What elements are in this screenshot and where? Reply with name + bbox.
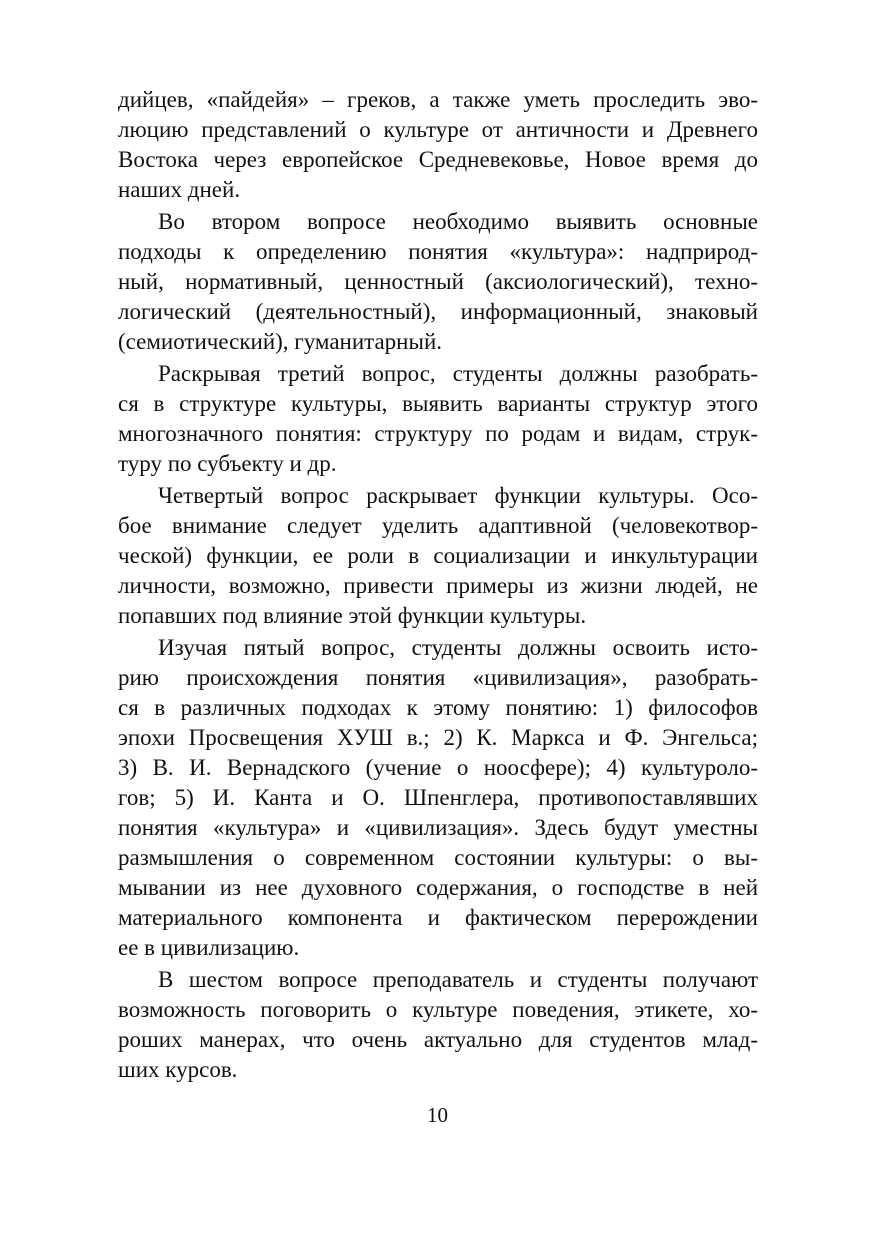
text-line: Изучая пятый вопрос, студенты должны освоить исто- [158,635,758,660]
text-line: попавших под влияние этой функции культуры. [118,603,587,628]
text-line: многозначного понятия: структуру по родам и видам, струк- [118,421,758,446]
text-line: В шестом вопросе преподаватель и студенты получают [158,967,758,992]
text-line: гов; 5) И. Канта и О. Шпенглера, противопоставлявших [118,785,758,810]
text-line: ческой) функции, ее роли в социализации и инкультурации [118,543,758,568]
text-line: ших курсов. [118,1057,238,1082]
text-line: (семиотический), гуманитарный. [118,329,442,354]
text-line: Востока через европейское Средневековье, Новое время до [118,147,758,172]
text-line: рию происхождения понятия «цивилизация», разобрать- [118,665,758,690]
text-line: логический (деятельностный), информационный, знаковый [118,299,758,324]
text-line: Раскрывая третий вопрос, студенты должны разобрать- [158,361,758,386]
text-line: понятия «культура» и «цивилизация». Здесь будут уместны [118,815,758,840]
text-line: дийцев, «пайдейя» – греков, а также уметь проследить эво- [118,87,758,112]
paragraph [118,85,758,205]
paragraph [118,207,758,357]
paragraph [118,965,758,1085]
text-line: возможность поговорить о культуре поведения, этикете, хо- [118,997,758,1022]
text-line: материального компонента и фактическом перерождении [118,905,758,930]
text-line: личности, возможно, привести примеры из жизни людей, не [118,573,758,598]
text-line: наших дней. [118,177,241,202]
text-line: подходы к определению понятия «культура»: надприрод- [118,239,758,264]
text-line: Во втором вопросе необходимо выявить основные [158,209,758,234]
text-line: бое внимание следует уделить адаптивной (человекотвор- [118,513,758,538]
paragraph [118,481,758,631]
text-line: ся в структуре культуры, выявить варианты структур этого [118,391,758,416]
page-number: 10 [427,1103,448,1127]
text-line: роших манерах, что очень актуально для студентов млад- [118,1027,758,1052]
text-line: люцию представлений о культуре от античности и Древнего [118,117,758,142]
text-line: ный, нормативный, ценностный (аксиологический), техно- [118,269,758,294]
text-line: эпохи Просвещения ХУШ в.; 2) К. Маркса и Ф. Энгельса; [118,725,758,750]
text-line: размышления о современном состоянии культуры: о вы- [118,845,758,870]
text-line: ся в различных подходах к этому понятию: 1) философов [118,695,758,720]
text-line: ее в цивилизацию. [118,935,300,960]
document-body [118,85,758,1085]
paragraph [118,359,758,479]
text-line: туру по субъекту и др. [118,451,337,476]
text-line: Четвертый вопрос раскрывает функции культуры. Осо- [158,483,758,508]
text-line: 3) В. И. Вернадского (учение о ноосфере); 4) культуроло- [118,755,758,780]
paragraph [118,633,758,963]
text-line: мывании из нее духовного содержания, о господстве в ней [118,875,758,900]
